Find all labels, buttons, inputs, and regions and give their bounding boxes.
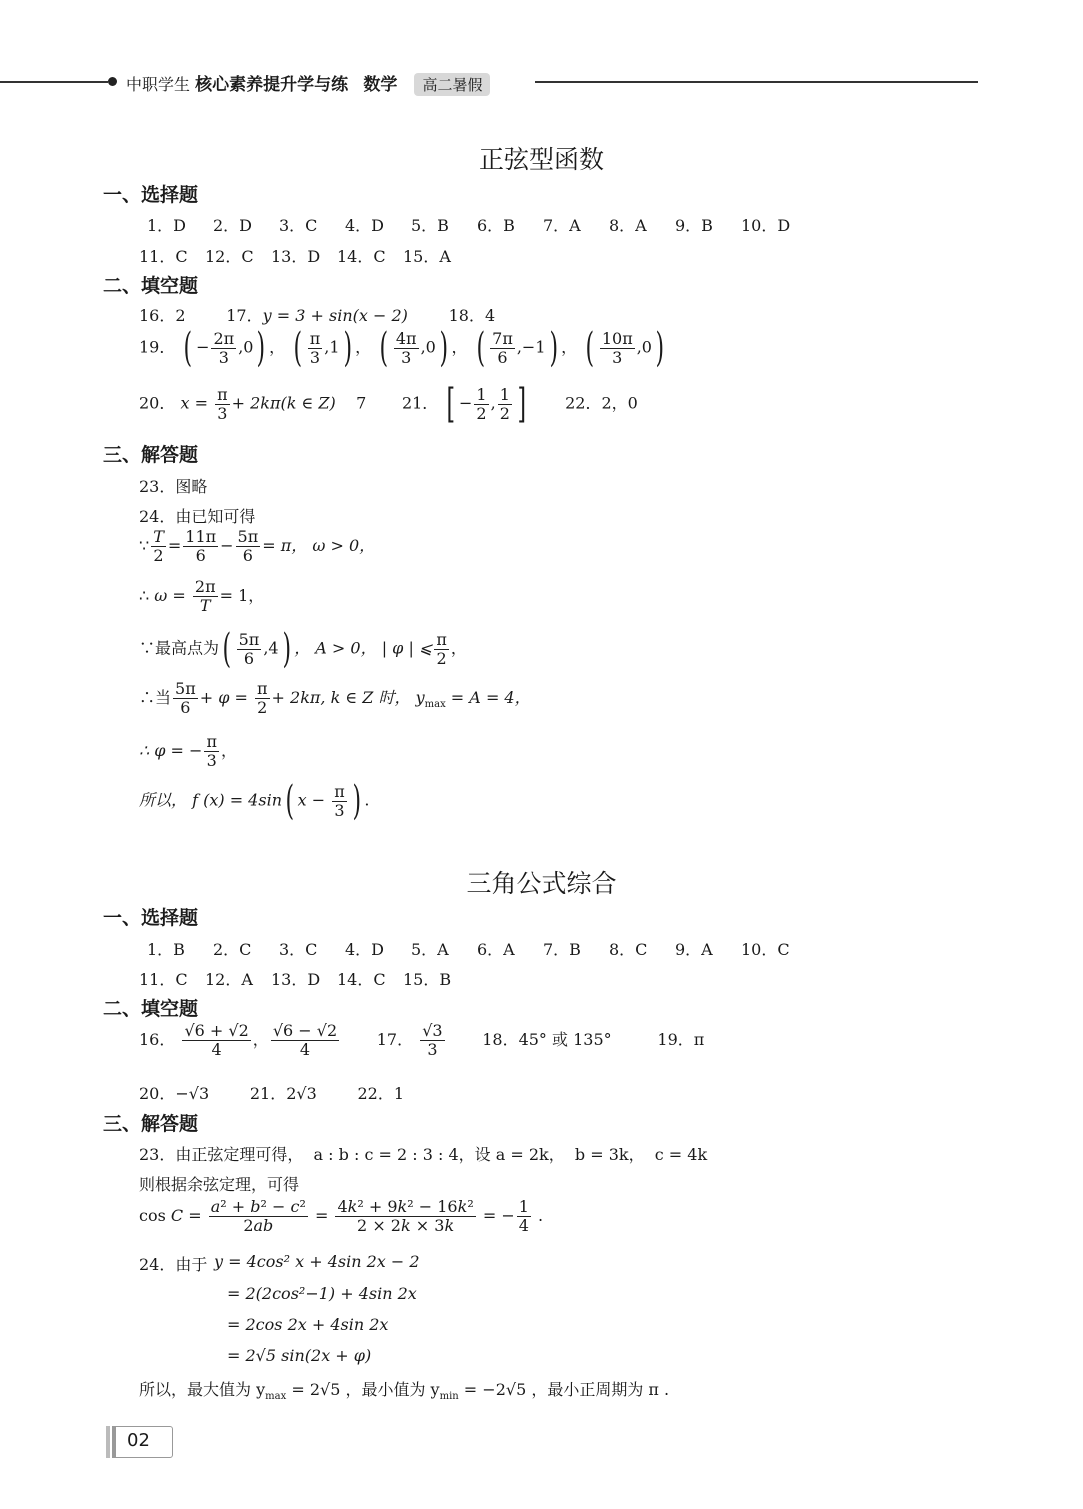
s1-q20-tail: + 2kπ(k ∈ Z) bbox=[231, 393, 336, 413]
s2-q21: 21．2√3 bbox=[249, 1084, 317, 1103]
s1-step-3: ∵最高点为( $\frac{5\pi}{6}$ ,4) ， A > 0， | φ | ⩽ $\frac{\pi}{2}$ ， bbox=[139, 626, 467, 672]
s2-fill-row-20 bbox=[139, 1081, 404, 1104]
s2-q24-label: 24．由于 bbox=[139, 1255, 208, 1274]
page-number-decoration bbox=[106, 1426, 116, 1458]
s2-q16-label: 16． bbox=[139, 1030, 176, 1049]
s1-step-5: ∴ φ = − $\frac{\pi}{3}$ ， bbox=[139, 732, 237, 770]
s2-q18: 18．45° 或 135° bbox=[482, 1030, 612, 1049]
header-prefix: 中职学生 bbox=[126, 75, 191, 94]
s2-choice-2: 2．C bbox=[213, 940, 252, 959]
s2-q24-line-3 bbox=[227, 1315, 388, 1334]
s1-choice-row-2 bbox=[139, 244, 451, 267]
s2-choice-row-1 bbox=[147, 937, 790, 960]
header bbox=[126, 70, 490, 96]
s2-choice-11: 11．C bbox=[139, 970, 188, 989]
header-subject: 数学 bbox=[363, 75, 398, 95]
s1-q18: 18．4 bbox=[448, 306, 496, 325]
s1-choice-11: 11．C bbox=[139, 247, 188, 266]
s1-q17-label: 17． bbox=[226, 306, 263, 325]
header-rule-right bbox=[535, 81, 978, 83]
s1-step-4: ∴当 $\frac{5\pi}{6}$ + φ = $\frac{\pi}{2}$ + 2kπ, k ∈ Z 时， $y_{max} = A = 4$， bbox=[139, 679, 531, 717]
s1-heading-choice: 一、选择题 bbox=[103, 184, 199, 206]
s1-q24: 24．由已知可得 bbox=[139, 507, 256, 526]
s2-q17-label: 17． bbox=[376, 1030, 414, 1049]
s1-choice-2: 2．D bbox=[213, 216, 253, 235]
s2-q24-line-1 bbox=[214, 1252, 420, 1271]
s2-choice-7: 7．B bbox=[543, 940, 581, 959]
section-title-2: 三角公式综合 bbox=[466, 869, 617, 898]
s2-heading-solve: 三、解答题 bbox=[103, 1113, 199, 1135]
s1-choice-15: 15．A bbox=[403, 247, 451, 266]
s1-choice-3: 3．C bbox=[279, 216, 318, 235]
page-number-box bbox=[106, 1426, 173, 1458]
s1-step-4-sub: max bbox=[424, 699, 446, 711]
s1-choice-8: 8．A bbox=[609, 216, 647, 235]
s2-choice-14: 14．C bbox=[337, 970, 386, 989]
s1-step-2-tail: = 1， bbox=[219, 586, 265, 605]
s1-choice-13: 13．D bbox=[271, 247, 321, 266]
s2-choice-15: 15．B bbox=[403, 970, 452, 989]
s1-choice-6: 6．B bbox=[477, 216, 515, 235]
s1-choice-12: 12．C bbox=[205, 247, 254, 266]
s1-heading-solve: 三、解答题 bbox=[103, 444, 199, 466]
s2-fill-row-16: 16． $\frac{√6 + √2}{4}$ ， $\frac{√6 - √2}{4}$ 17． $\frac{√3}{3}$ 18．45° 或 135° 19．π bbox=[139, 1021, 705, 1059]
header-badge: 高二暑假 bbox=[414, 73, 490, 96]
s1-choice-row-1 bbox=[147, 213, 790, 236]
s2-q19: 19．π bbox=[657, 1030, 705, 1049]
s2-choice-row-2 bbox=[139, 967, 451, 990]
header-title: 核心素养提升学与练 bbox=[195, 75, 349, 95]
s1-q22: 22．2，0 bbox=[565, 393, 638, 413]
s2-choice-4: 4．D bbox=[345, 940, 385, 959]
s1-choice-5: 5．B bbox=[411, 216, 449, 235]
s2-q24-conc-a: 所以，最大值为 y bbox=[139, 1380, 266, 1399]
s1-q23: 23．图略 bbox=[139, 477, 208, 496]
s1-choice-1: 1．D bbox=[147, 216, 187, 235]
s1-choice-10: 10．D bbox=[741, 216, 791, 235]
s2-q24-conclusion bbox=[139, 1377, 669, 1402]
s1-step-4-tail: = A = 4， bbox=[445, 688, 531, 707]
s2-q24-conc-c: = −2√5 ，最小正周期为 π . bbox=[458, 1380, 670, 1399]
s1-step-4-mid: + 2kπ, k ∈ Z 时， y bbox=[271, 688, 425, 707]
s2-q24-l4: = 2√5 sin(2x + φ) bbox=[227, 1346, 372, 1365]
s2-q24-line-2 bbox=[227, 1284, 417, 1303]
s2-choice-8: 8．C bbox=[609, 940, 648, 959]
page-number: 02 bbox=[127, 1430, 150, 1451]
s2-heading-choice: 一、选择题 bbox=[103, 907, 199, 929]
s1-step-1-tail: = π， ω > 0， bbox=[262, 536, 376, 555]
s2-q23-b: 则根据余弦定理，可得 bbox=[139, 1175, 300, 1194]
s2-q20: 20．−√3 bbox=[139, 1084, 210, 1103]
s2-q24-conc-b: = 2√5 ，最小值为 y bbox=[286, 1380, 440, 1399]
s1-q20-extra: 7 bbox=[356, 393, 367, 413]
s2-q24-conc-sub1: max bbox=[265, 1391, 287, 1403]
s2-q23: 23．由正弦定理可得， a : b : c = 2 : 3 : 4，设 a = 2k， b = 3k， c = 4k bbox=[139, 1145, 708, 1164]
s1-step-2: ∴ ω = $\frac{2\pi}{T}$ = 1， bbox=[139, 577, 265, 615]
s1-q21-label: 21． bbox=[401, 393, 439, 413]
s1-step-6-pre: 所以， f (x) = 4sin bbox=[139, 790, 282, 810]
s2-choice-1: 1．B bbox=[147, 940, 185, 959]
s1-choice-14: 14．C bbox=[337, 247, 386, 266]
s1-q17: y = 3 + sin(x − 2) bbox=[262, 306, 408, 325]
s1-choice-9: 9．B bbox=[675, 216, 713, 235]
s2-choice-10: 10．C bbox=[741, 940, 790, 959]
s1-step-6: 所以， f (x) = 4sin( x − $\frac{\pi}{3}$ ) . bbox=[139, 778, 370, 824]
s1-q19: 19． ( − $\frac{2\pi}{3}$ ,0) ， ( $\frac{\pi}{3}$ ,1) ， ( $\frac{4\pi}{3}$ ,0) ， ( $\frac{7\pi}{6}$ ,−1) ， ( $\frac{10\pi}{3}$ ,0) bbox=[139, 325, 665, 371]
s1-choice-4: 4．D bbox=[345, 216, 385, 235]
s2-q24-conc-sub2: min bbox=[439, 1391, 459, 1403]
s1-q19-label: 19． bbox=[139, 337, 176, 357]
s2-choice-5: 5．A bbox=[411, 940, 449, 959]
section-title-1: 正弦型函数 bbox=[478, 145, 604, 174]
header-rule-left bbox=[0, 81, 108, 83]
s1-heading-fill: 二、填空题 bbox=[103, 275, 199, 297]
s2-q24-l3: = 2cos 2x + 4sin 2x bbox=[227, 1315, 389, 1334]
s2-choice-3: 3．C bbox=[279, 940, 318, 959]
s1-step-5-pre: ∴ φ = − bbox=[139, 741, 203, 760]
s1-step-4-pre: ∴当 bbox=[139, 688, 172, 707]
s2-q22: 22．1 bbox=[357, 1084, 404, 1103]
s2-choice-13: 13．D bbox=[271, 970, 321, 989]
s2-choice-9: 9．A bbox=[675, 940, 713, 959]
s2-q24-l2: = 2(2cos²−1) + 4sin 2x bbox=[227, 1284, 417, 1303]
s2-q23-formula: cos C = $\frac{\text{a² + b² − c²}}{2ab}$ = $\frac{\text{4k² + 9k² − 16k²}}{2 \times 2k \times 3k}$ = − $\frac{1}{4}$ . bbox=[139, 1197, 544, 1235]
s1-fill-row-16 bbox=[139, 303, 495, 326]
s1-q20-22: 20． x = $\frac{\pi}{3}$ + 2kπ(k ∈ Z) 7 21． [ − $\frac{1}{2}$ , $\frac{1}{2}$ ] 22．2，0 bbox=[139, 381, 638, 427]
s1-q20-label: 20． bbox=[139, 393, 176, 413]
s1-step-1: ∵ $\frac{T}{2}$ = $\frac{11\pi}{6}$ − $\frac{5\pi}{6}$ = π， ω > 0， bbox=[139, 527, 376, 565]
s2-q24-line-4 bbox=[227, 1346, 371, 1365]
s1-step-3-pre: ∵最高点为 bbox=[139, 638, 220, 658]
s1-step-3-tail: ， A > 0， | φ | ⩽ bbox=[294, 638, 433, 658]
s1-q16: 16．2 bbox=[139, 306, 186, 325]
s2-q24-l1: y = 4cos² x + 4sin 2x − 2 bbox=[214, 1252, 420, 1271]
s2-choice-6: 6．A bbox=[477, 940, 515, 959]
header-bullet bbox=[108, 77, 117, 86]
s2-heading-fill: 二、填空题 bbox=[103, 998, 199, 1020]
s1-choice-7: 7．A bbox=[543, 216, 581, 235]
s2-choice-12: 12．A bbox=[205, 970, 253, 989]
